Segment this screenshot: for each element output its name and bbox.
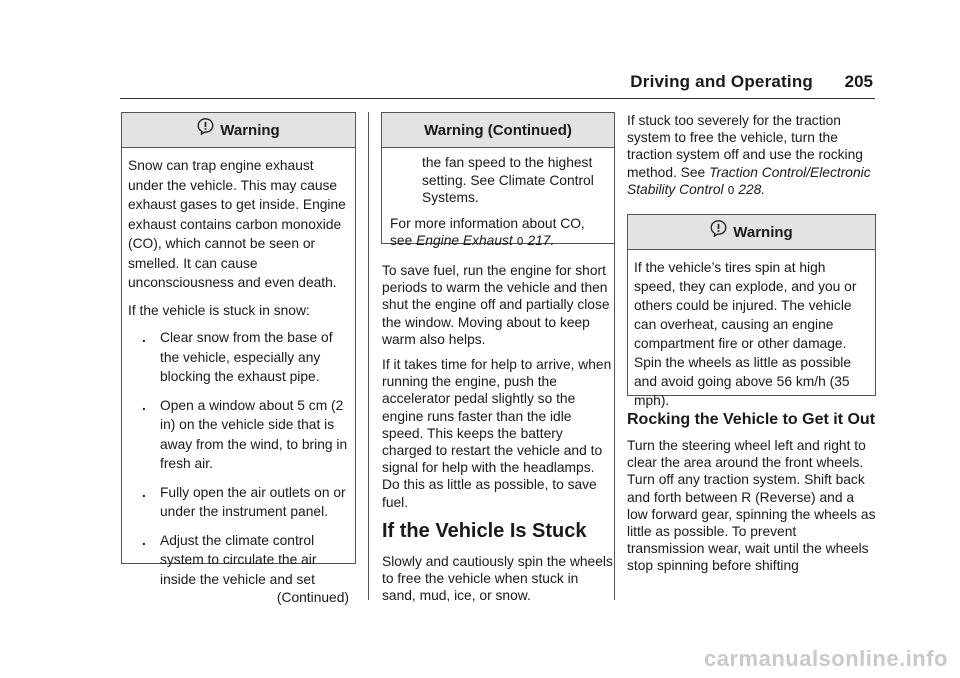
warning-header xyxy=(122,113,355,148)
bullet-icon: . xyxy=(142,484,146,500)
section-heading: If the Vehicle Is Stuck xyxy=(382,519,587,542)
stuck-lead: If the vehicle is stuck in snow: xyxy=(128,302,310,318)
section-heading: Rocking the Vehicle to Get it Out xyxy=(627,411,876,428)
more-info: For more information about CO, see Engine Exhaust 0 217. xyxy=(390,215,585,248)
xref-icon: 0 xyxy=(727,183,735,197)
warning-box-tires xyxy=(627,214,876,408)
continued-text: the fan speed to the highest setting. See Climate Control Systems. xyxy=(422,155,594,205)
warning-header xyxy=(628,215,875,250)
traction-control-link[interactable]: Traction Control/Electronic Stability Control xyxy=(627,164,871,197)
bullet-icon: . xyxy=(142,532,146,548)
bullet-icon: . xyxy=(142,397,146,413)
page-ref[interactable]: 217. xyxy=(527,233,555,248)
list-item: . Clear snow from the base of the vehicle, especially any blocking the exhaust pipe. xyxy=(142,330,333,384)
paragraph: If it takes time for help to arrive, when running the engine, push the accelerator pedal slightly so the engine runs faster than the idle speed. This keeps the battery charged to restart the vehicle and to signal for help with the headlamps. Do this as little as possible, to save fuel. xyxy=(382,357,612,510)
column-2-text xyxy=(382,262,614,612)
warning-body xyxy=(628,250,875,424)
watermark: carmanualsonline.info xyxy=(704,646,948,671)
continued-label: (Continued) xyxy=(276,590,349,605)
paragraph: To save fuel, run the engine for short periods to warm the vehicle and then shut the engine off and partially close the window. Moving about to keep warm also helps. xyxy=(382,263,610,347)
section-title: Driving and Operating xyxy=(630,72,813,91)
warning-intro: Snow can trap engine exhaust under the vehicle. This may cause exhaust gases to get inside. Engine exhaust contains carbon monoxide (CO), which cannot be seen or smelled. It can cause unconsciousness and even death. xyxy=(128,158,346,290)
warning-icon xyxy=(197,118,214,135)
paragraph: If stuck too severely for the traction system to free the vehicle, turn the traction system off and use the rocking method. See Traction Control/Electronic Stability Control 0 228. xyxy=(627,113,871,197)
warning-body xyxy=(382,148,614,265)
column-divider xyxy=(368,112,369,600)
warning-title: Warning (Continued) xyxy=(424,121,572,139)
list-item: . Fully open the air outlets on or under the instrument panel. xyxy=(142,484,346,519)
warning-box-snow xyxy=(121,112,356,605)
paragraph: Slowly and cautiously spin the wheels to free the vehicle when stuck in sand, mud, ice, or snow. xyxy=(382,553,613,604)
warning-title: Warning xyxy=(220,121,280,139)
engine-exhaust-link[interactable]: Engine Exhaust xyxy=(416,233,513,248)
page-header xyxy=(120,70,875,99)
paragraph: Turn the steering wheel left and right to clear the area around the front wheels. Turn off any traction system. Shift back and forth between R (Reverse) and a low forward gear, spinning the wheels as little as possible. To prevent transmission wear, wait until the wheels stop spinning before shifting xyxy=(627,438,876,574)
warning-header xyxy=(382,113,614,148)
warning-icon xyxy=(710,220,727,237)
bullet-icon: . xyxy=(142,330,146,345)
list-item: . Open a window about 5 cm (2 in) on the vehicle side that is away from the wind, to bring in fresh air. xyxy=(142,397,348,471)
page-number: 205 xyxy=(844,72,873,91)
warning-body xyxy=(122,148,355,614)
warning-box-continued xyxy=(381,112,615,248)
page-ref[interactable]: 228. xyxy=(738,181,766,197)
xref-icon: 0 xyxy=(516,235,524,248)
warning-text: If the vehicle’s tires spin at high speed, they can explode, and you or others could be injured. The vehicle can overheat, causing an engine compartment fire or other damage. Spin the wheels as little as possible and avoid going above 56 km/h (35 mph). xyxy=(634,260,857,408)
column-3-rocking xyxy=(627,410,877,583)
warning-title: Warning xyxy=(733,223,793,241)
column-3-intro xyxy=(627,112,877,207)
snow-tips-list xyxy=(128,328,349,589)
list-item: . Adjust the climate control system to circulate the air inside the vehicle and set xyxy=(142,532,317,587)
